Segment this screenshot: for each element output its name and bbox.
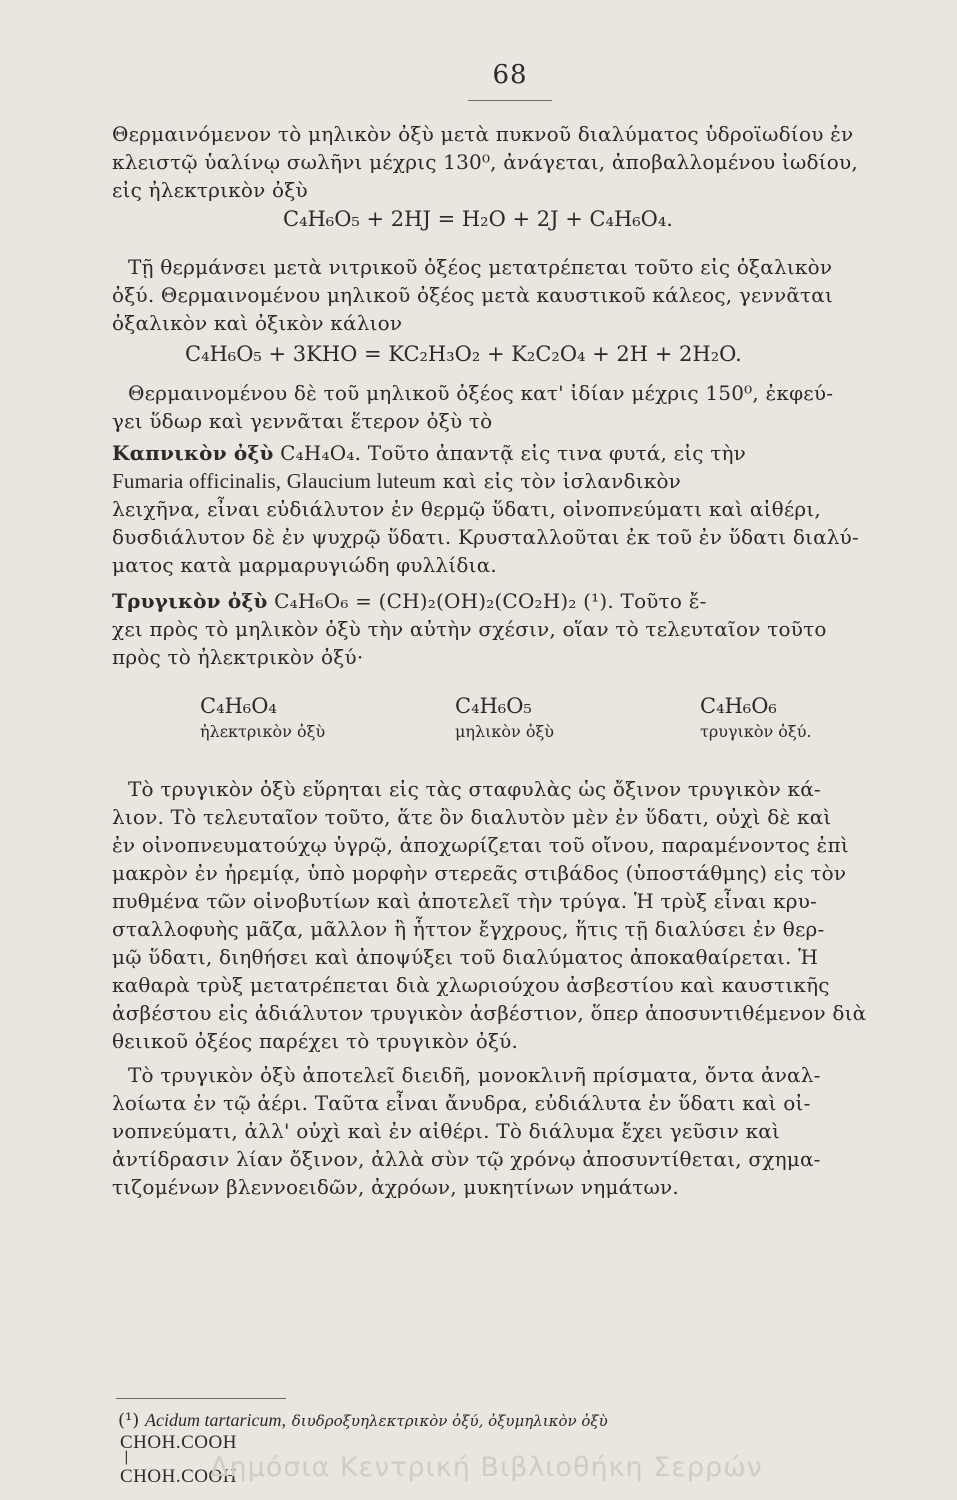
footnote-line-1	[118, 1410, 608, 1431]
trygikon-formula: C₄H₆O₆ = (CH)₂(OH)₂(CO₂H)₂ (¹).	[274, 589, 614, 613]
footnote-marker: (¹)	[118, 1410, 140, 1431]
p4-line-1: Τὸ τρυγικὸν ὀξὺ εὕρηται εἰς τὰς σταφυλὰς ὡς ὄξινον τρυγικὸν κά-	[128, 777, 821, 801]
library-stamp: Δημόσια Κεντρική Βιβλιοθήκη Σερρών	[210, 1452, 763, 1483]
trygikon-line-1	[112, 588, 932, 614]
kapnikon-line-3: λειχῆνα, εἶναι εὐδιάλυτον ἐν θερμῷ ὕδατι, οἰνοπνεύματι καὶ αἰθέρι,	[112, 497, 821, 521]
p4-line-4: μακρὸν ἐν ἠρεμίᾳ, ὑπὸ μορφὴν στερεᾶς στιβάδος (ὑποστάθμης) εἰς τὸν	[112, 861, 847, 885]
p5-line-4: ἀντίδρασιν λίαν ὄξινον, ἀλλὰ σὺν τῷ χρόνῳ ἀποσυντίθεται, σχημα-	[112, 1147, 821, 1171]
p4-line-3: ἐν οἰνοπνευματούχῳ ὑγρῷ, ἀποχωρίζεται τοῦ οἴνου, παραμένοντος ἐπὶ	[112, 833, 849, 857]
p4-line-8: καθαρὰ τρὺξ μετατρέπεται διὰ χλωριούχου ἀσβεστίου καὶ καυστικῆς	[112, 973, 830, 997]
header-rule	[468, 100, 552, 101]
comparison-formula: C₄H₆O₆	[700, 694, 777, 718]
p2-line-3: ὀξαλικὸν καὶ ὀξικὸν κάλιον	[112, 311, 403, 335]
formula-reduction: C₄H₆O₅ + 2HJ = H₂O + 2J + C₄H₆O₄.	[283, 207, 673, 231]
comparison-tartaric	[700, 694, 812, 741]
kapnikon-heading: Καπνικὸν ὀξὺ	[112, 441, 274, 465]
comparison-succinic	[200, 694, 325, 741]
formula-potash: C₄H₆O₅ + 3KHO = KC₂H₃O₂ + K₂C₂O₄ + 2H + 2H₂O.	[185, 342, 742, 366]
comparison-formula: C₄H₆O₅	[455, 694, 532, 718]
p2-line-1: Τῇ θερμάνσει μετὰ νιτρικοῦ ὀξέος μετατρέπεται τοῦτο εἰς ὀξαλικὸν	[128, 255, 833, 279]
p5-line-5: τιζομένων βλεννοειδῶν, ἀχρόων, μυκητίνων νημάτων.	[112, 1175, 679, 1199]
footnote-rule	[116, 1398, 286, 1399]
comparison-caption: μηλικὸν ὀξὺ	[455, 722, 555, 741]
p2-line-2: ὀξύ. Θερμαινομένου μηλικοῦ ὀξέος μετὰ καυστικοῦ κάλεος, γεννᾶται	[112, 283, 834, 307]
p4-line-6: σταλλοφυὴς μᾶζα, μᾶλλον ἢ ἧττον ἔγχρους, ἥτις τῇ διαλύσει ἐν θερ-	[112, 917, 825, 941]
trygikon-line-3: πρὸς τὸ ἠλεκτρικὸν ὀξύ·	[112, 645, 364, 669]
kapnikon-line-1-text: . Τοῦτο ἀπαντᾷ εἰς τινα φυτά, εἰς τὴν	[354, 441, 747, 465]
kapnikon-latin-names: Fumaria officinalis, Glaucium luteum	[112, 469, 437, 493]
footnote-bond: |	[124, 1449, 129, 1465]
comparison-malic	[455, 694, 554, 741]
comparison-formula: C₄H₆O₄	[200, 694, 277, 718]
kapnikon-line-2-text: καὶ εἰς τὸν ἰσλανδικὸν	[436, 469, 682, 493]
kapnikon-line-5: ματος κατὰ μαρμαρυγιώδη φυλλίδια.	[112, 553, 497, 577]
page-number: 68	[492, 60, 528, 90]
p4-line-5: πυθμένα τῶν οἰνοβυτίων καὶ ἀποτελεῖ τὴν τρύγα. Ἡ τρὺξ εἶναι κρυ-	[112, 889, 818, 913]
comparison-caption: τρυγικὸν ὀξύ.	[700, 722, 812, 741]
trygikon-heading: Τρυγικὸν ὀξὺ	[112, 589, 268, 613]
kapnikon-formula: C₄H₄O₄	[280, 441, 355, 465]
footnote-greek: διυδροξυηλεκτρικὸν ὀξύ, ὀξυμηλικὸν ὀξὺ	[291, 1412, 608, 1430]
footnote-latin: Acidum tartaricum,	[145, 1410, 286, 1430]
p5-line-3: νοπνεύματι, ἀλλ' οὐχὶ καὶ ἐν αἰθέρι. Τὸ διάλυμα ἔχει γεῦσιν καὶ	[112, 1119, 781, 1143]
trygikon-line-2: χει πρὸς τὸ μηλικὸν ὀξὺ τὴν αὐτὴν σχέσιν, οἵαν τὸ τελευταῖον τοῦτο	[112, 617, 827, 641]
p1-line-2: κλειστῷ ὑαλίνῳ σωλῆνι μέχρις 130⁰, ἀνάγεται, ἀποβαλλομένου ἰωδίου,	[112, 150, 858, 174]
kapnikon-line-1	[112, 440, 932, 466]
p1-line-3: εἰς ἠλεκτρικὸν ὀξὺ	[112, 178, 308, 202]
p1-line-1: Θερμαινόμενον τὸ μηλικὸν ὀξὺ μετὰ πυκνοῦ διαλύματος ὑδροϊωδίου ἐν	[112, 122, 854, 146]
kapnikon-line-4: δυσδιάλυτον δὲ ἐν ψυχρῷ ὕδατι. Κρυσταλλοῦται ἐκ τοῦ ἐν ὕδατι διαλύ-	[112, 525, 859, 549]
comparison-caption: ἠλεκτρικὸν ὀξὺ	[200, 722, 326, 741]
p4-line-2: λιον. Τὸ τελευταῖον τοῦτο, ἅτε ὂν διαλυτὸν μὲν ἐν ὕδατι, οὐχὶ δὲ καὶ	[112, 805, 832, 829]
p4-line-10: θειικοῦ ὀξέος παρέχει τὸ τρυγικὸν ὀξύ.	[112, 1029, 519, 1053]
trygikon-line-1-text: Τοῦτο ἔ-	[613, 589, 707, 613]
kapnikon-line-2	[112, 468, 932, 494]
p5-line-1: Τὸ τρυγικὸν ὀξὺ ἀποτελεῖ διειδῆ, μονοκλινῆ πρίσματα, ὄντα ἀναλ-	[128, 1063, 821, 1087]
p3-line-2: γει ὕδωρ καὶ γεννᾶται ἕτερον ὀξὺ τὸ	[112, 409, 493, 433]
p4-line-7: μῷ ὕδατι, διηθήσει καὶ ἀποψύξει τοῦ διαλύματος ἀποκαθαίρεται. Ἡ	[112, 945, 819, 969]
p5-line-2: λοίωτα ἐν τῷ ἀέρι. Ταῦτα εἶναι ἄνυδρα, εὐδιάλυτα ἐν ὕδατι καὶ οἰ-	[112, 1091, 811, 1115]
footnote-formula-top: CHOH.COOH	[120, 1432, 237, 1453]
p3-line-1: Θερμαινομένου δὲ τοῦ μηλικοῦ ὀξέος κατ' ἰδίαν μέχρις 150⁰, ἐκφεύ-	[128, 381, 834, 405]
footnote-formula-bottom: CHOH.COOH	[120, 1466, 237, 1487]
p4-line-9: ἀσβέστου εἰς ἀδιάλυτον τρυγικὸν ἀσβέστιον, ὅπερ ἀποσυντιθέμενον διὰ	[112, 1001, 867, 1025]
